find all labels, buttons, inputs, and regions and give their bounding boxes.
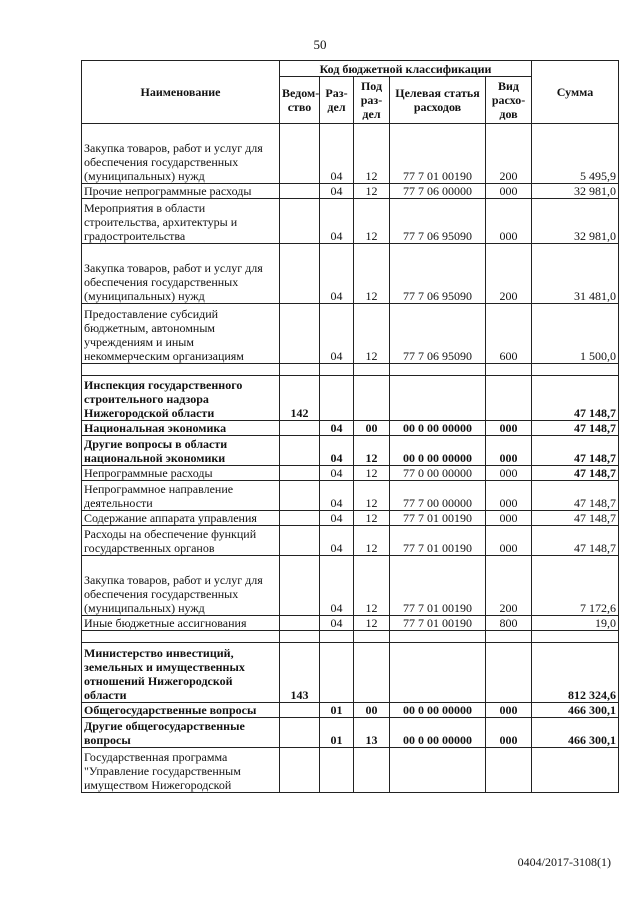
- cell-vr: 800: [486, 616, 532, 631]
- cell-ved: 142: [280, 376, 320, 421]
- cell-rz: [320, 376, 354, 421]
- table-row: [82, 643, 619, 703]
- cell-ved: [280, 364, 320, 376]
- cell-pr: 12: [354, 184, 390, 199]
- cell-rz: 04: [320, 244, 354, 304]
- cell-name: Непрограммные расходы: [82, 466, 280, 481]
- cell-rz: [320, 643, 354, 703]
- cell-ved: [280, 421, 320, 436]
- cell-vr: 000: [486, 421, 532, 436]
- table-row: [82, 184, 619, 199]
- table-row: [82, 124, 619, 184]
- cell-ved: [280, 304, 320, 364]
- cell-rz: 04: [320, 436, 354, 466]
- cell-name: Закупка товаров, работ и услуг для обеспечения государственных (муниципальных) нужд: [82, 556, 280, 616]
- cell-name: Общегосударственные вопросы: [82, 703, 280, 718]
- cell-vr: 000: [486, 718, 532, 748]
- cell-sum: 47 148,7: [532, 421, 619, 436]
- cell-ved: [280, 184, 320, 199]
- cell-csr: 77 7 06 95090: [390, 304, 486, 364]
- table-row: [82, 718, 619, 748]
- cell-vr: 600: [486, 304, 532, 364]
- cell-pr: 00: [354, 421, 390, 436]
- cell-pr: 12: [354, 511, 390, 526]
- cell-name: Министерство инвестиций, земельных и имущественных отношений Нижегородской области: [82, 643, 280, 703]
- cell-ved: [280, 718, 320, 748]
- cell-sum: 47 148,7: [532, 481, 619, 511]
- cell-name: Закупка товаров, работ и услуг для обеспечения государственных (муниципальных) нужд: [82, 124, 280, 184]
- cell-csr: 77 7 01 00190: [390, 526, 486, 556]
- cell-rz: [320, 748, 354, 793]
- cell-csr: [390, 364, 486, 376]
- cell-pr: [354, 364, 390, 376]
- cell-vr: 000: [486, 703, 532, 718]
- table-body: [82, 124, 619, 793]
- cell-sum: 7 172,6: [532, 556, 619, 616]
- cell-csr: [390, 631, 486, 643]
- cell-sum: 32 981,0: [532, 184, 619, 199]
- cell-csr: 77 7 06 95090: [390, 199, 486, 244]
- cell-csr: 77 7 01 00190: [390, 124, 486, 184]
- cell-ved: [280, 526, 320, 556]
- cell-name: Прочие непрограммные расходы: [82, 184, 280, 199]
- cell-vr: 000: [486, 526, 532, 556]
- cell-rz: 01: [320, 703, 354, 718]
- cell-ved: [280, 556, 320, 616]
- header-sum: Сумма: [532, 61, 619, 124]
- cell-rz: 04: [320, 184, 354, 199]
- cell-ved: [280, 511, 320, 526]
- table-row: [82, 526, 619, 556]
- header-razdel: Раз-дел: [320, 77, 354, 124]
- table-row: [82, 199, 619, 244]
- spacer-row: [82, 631, 619, 643]
- cell-pr: 12: [354, 199, 390, 244]
- budget-table: [81, 60, 619, 793]
- cell-name: Другие общегосударственные вопросы: [82, 718, 280, 748]
- cell-vr: 200: [486, 556, 532, 616]
- cell-csr: 00 0 00 00000: [390, 421, 486, 436]
- cell-rz: 04: [320, 556, 354, 616]
- cell-ved: [280, 631, 320, 643]
- cell-pr: [354, 643, 390, 703]
- cell-csr: 77 7 06 00000: [390, 184, 486, 199]
- cell-sum: 47 148,7: [532, 436, 619, 466]
- cell-sum: 812 324,6: [532, 643, 619, 703]
- cell-vr: [486, 364, 532, 376]
- cell-pr: 12: [354, 526, 390, 556]
- header-podrazdel: Под раз-дел: [354, 77, 390, 124]
- page-number: 50: [313, 37, 327, 52]
- cell-name: Предоставление субсидий бюджетным, автономным учреждениям и иным некоммерческим организациям: [82, 304, 280, 364]
- cell-vr: 000: [486, 466, 532, 481]
- cell-ved: [280, 199, 320, 244]
- cell-csr: 77 0 00 00000: [390, 466, 486, 481]
- cell-rz: [320, 364, 354, 376]
- cell-sum: 466 300,1: [532, 703, 619, 718]
- cell-csr: 77 7 06 95090: [390, 244, 486, 304]
- document-code: 0404/2017-3108(1): [517, 855, 611, 869]
- cell-csr: 00 0 00 00000: [390, 718, 486, 748]
- cell-sum: [532, 631, 619, 643]
- cell-name: [82, 631, 280, 643]
- cell-sum: 19,0: [532, 616, 619, 631]
- cell-sum: 5 495,9: [532, 124, 619, 184]
- cell-vr: 200: [486, 244, 532, 304]
- cell-csr: 77 7 01 00190: [390, 616, 486, 631]
- table-row: [82, 703, 619, 718]
- cell-sum: 47 148,7: [532, 466, 619, 481]
- cell-name: Расходы на обеспечение функций государственных органов: [82, 526, 280, 556]
- cell-rz: 04: [320, 421, 354, 436]
- cell-vr: 000: [486, 481, 532, 511]
- table-row: [82, 376, 619, 421]
- table-row: [82, 556, 619, 616]
- cell-csr: [390, 376, 486, 421]
- table-row: [82, 511, 619, 526]
- cell-name: Содержание аппарата управления: [82, 511, 280, 526]
- table-row: [82, 421, 619, 436]
- cell-vr: 000: [486, 199, 532, 244]
- cell-sum: 31 481,0: [532, 244, 619, 304]
- cell-name: Непрограммное направление деятельности: [82, 481, 280, 511]
- cell-csr: 00 0 00 00000: [390, 703, 486, 718]
- cell-pr: 12: [354, 124, 390, 184]
- cell-vr: 000: [486, 511, 532, 526]
- cell-sum: 47 148,7: [532, 376, 619, 421]
- cell-ved: [280, 466, 320, 481]
- cell-sum: 32 981,0: [532, 199, 619, 244]
- table-row: [82, 436, 619, 466]
- header-classification-group: Код бюджетной классификации: [280, 61, 532, 77]
- cell-vr: 000: [486, 436, 532, 466]
- cell-rz: 04: [320, 526, 354, 556]
- cell-name: Инспекция государственного строительного надзора Нижегородской области: [82, 376, 280, 421]
- cell-pr: 12: [354, 244, 390, 304]
- cell-pr: 00: [354, 703, 390, 718]
- cell-name: Мероприятия в области строительства, архитектуры и градостроительства: [82, 199, 280, 244]
- cell-pr: 13: [354, 718, 390, 748]
- cell-csr: 77 7 00 00000: [390, 481, 486, 511]
- cell-pr: [354, 631, 390, 643]
- cell-pr: [354, 748, 390, 793]
- cell-name: Закупка товаров, работ и услуг для обеспечения государственных (муниципальных) нужд: [82, 244, 280, 304]
- cell-sum: 466 300,1: [532, 718, 619, 748]
- cell-rz: 04: [320, 124, 354, 184]
- cell-ved: [280, 703, 320, 718]
- header-name: Наименование: [82, 61, 280, 124]
- cell-ved: [280, 481, 320, 511]
- cell-sum: 47 148,7: [532, 511, 619, 526]
- cell-name: Национальная экономика: [82, 421, 280, 436]
- cell-name: Другие вопросы в области национальной экономики: [82, 436, 280, 466]
- cell-pr: 12: [354, 466, 390, 481]
- cell-ved: 143: [280, 643, 320, 703]
- cell-pr: 12: [354, 556, 390, 616]
- cell-ved: [280, 748, 320, 793]
- table-row: [82, 616, 619, 631]
- cell-pr: 12: [354, 304, 390, 364]
- cell-name: Государственная программа "Управление государственным имуществом Нижегородской: [82, 748, 280, 793]
- spacer-row: [82, 364, 619, 376]
- cell-pr: 12: [354, 616, 390, 631]
- cell-csr: [390, 643, 486, 703]
- cell-name: [82, 364, 280, 376]
- cell-pr: 12: [354, 481, 390, 511]
- header-csr: Целевая статья расходов: [390, 77, 486, 124]
- cell-csr: 77 7 01 00190: [390, 511, 486, 526]
- cell-sum: 1 500,0: [532, 304, 619, 364]
- table-row: [82, 244, 619, 304]
- cell-vr: 200: [486, 124, 532, 184]
- cell-vr: [486, 748, 532, 793]
- cell-rz: 04: [320, 511, 354, 526]
- cell-ved: [280, 124, 320, 184]
- cell-rz: 04: [320, 616, 354, 631]
- cell-csr: [390, 748, 486, 793]
- cell-rz: [320, 631, 354, 643]
- cell-rz: 04: [320, 481, 354, 511]
- cell-csr: 00 0 00 00000: [390, 436, 486, 466]
- cell-pr: 12: [354, 436, 390, 466]
- cell-vr: [486, 643, 532, 703]
- cell-rz: 01: [320, 718, 354, 748]
- cell-vr: [486, 631, 532, 643]
- table-row: [82, 748, 619, 793]
- cell-ved: [280, 244, 320, 304]
- table-row: [82, 304, 619, 364]
- cell-rz: 04: [320, 199, 354, 244]
- cell-ved: [280, 436, 320, 466]
- header-ved: Ведом-ство: [280, 77, 320, 124]
- cell-vr: 000: [486, 184, 532, 199]
- cell-pr: [354, 376, 390, 421]
- cell-sum: 47 148,7: [532, 526, 619, 556]
- cell-rz: 04: [320, 466, 354, 481]
- cell-csr: 77 7 01 00190: [390, 556, 486, 616]
- cell-sum: [532, 364, 619, 376]
- cell-vr: [486, 376, 532, 421]
- cell-ved: [280, 616, 320, 631]
- cell-rz: 04: [320, 304, 354, 364]
- table-row: [82, 466, 619, 481]
- cell-sum: [532, 748, 619, 793]
- header-vid: Вид расхо-дов: [486, 77, 532, 124]
- table-row: [82, 481, 619, 511]
- cell-name: Иные бюджетные ассигнования: [82, 616, 280, 631]
